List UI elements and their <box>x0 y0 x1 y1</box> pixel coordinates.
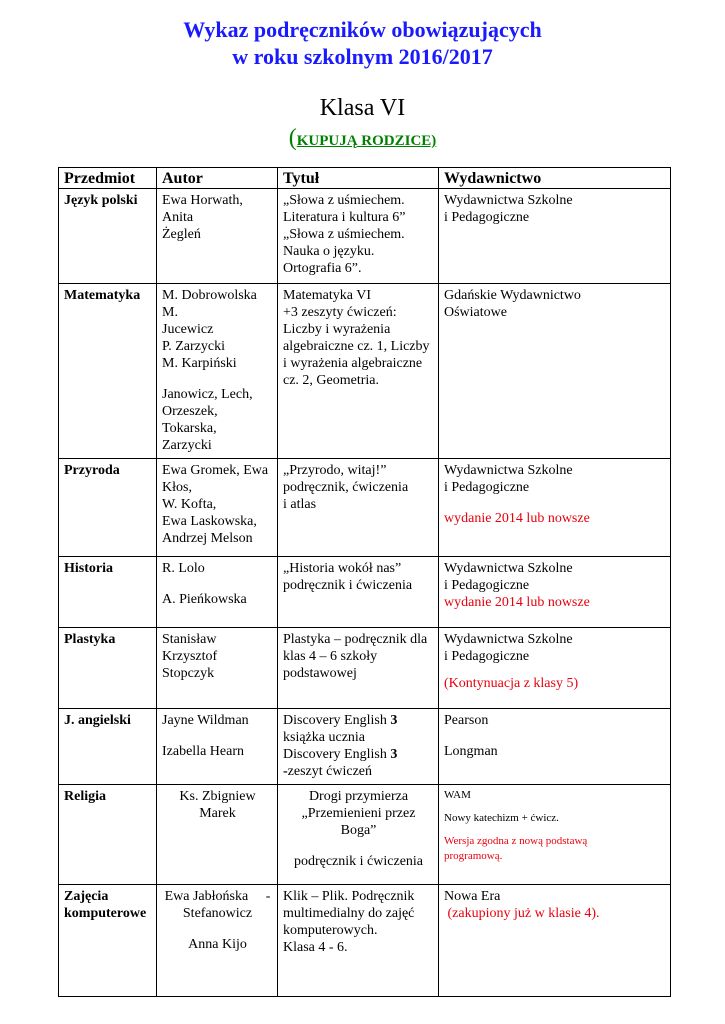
title-line: cz. 2, Geometria. <box>283 373 380 388</box>
subject-cell <box>59 885 157 997</box>
publisher-line: Pearson <box>444 713 489 728</box>
class-label: Klasa VI <box>319 95 406 121</box>
author-line: M. Karpiński <box>162 356 237 371</box>
title-line: „Słowa z uśmiechem. <box>283 193 405 208</box>
author-line: Jucewicz <box>162 322 214 337</box>
buyer-note-text: KUPUJĄ RODZICE) <box>296 133 437 149</box>
publisher-line: i Pedagogiczne <box>444 649 530 664</box>
title-line <box>283 746 434 763</box>
header-title: Tytuł <box>278 168 439 189</box>
publisher-line: i Pedagogiczne <box>444 480 530 495</box>
publisher-line: i Pedagogiczne <box>444 578 530 593</box>
title-line: Ortografia 6”. <box>283 261 362 276</box>
title-line: algebraiczne cz. 1, Liczby <box>283 339 430 354</box>
publisher-line: Wydawnictwa Szkolne <box>444 561 573 576</box>
publisher-cell <box>439 284 671 459</box>
title-line: „Przemienieni przez <box>301 806 416 821</box>
header-publisher: Wydawnictwo <box>439 168 671 189</box>
title-line: Drogi przymierza <box>308 789 409 804</box>
author-line: Ewa Gromek, Ewa <box>162 463 269 478</box>
subject-cell: J. angielski <box>59 709 157 785</box>
subject-cell: Przyroda <box>59 459 157 557</box>
title-line: Literatura i kultura 6” <box>283 210 406 225</box>
title-line: Matematyka VI <box>283 288 371 303</box>
author-line: Ewa Laskowska, <box>162 514 257 529</box>
author-line: Orzeszek, Tokarska, <box>162 404 218 436</box>
title-text: Discovery English <box>283 747 391 762</box>
table-row <box>59 885 671 997</box>
author-line: Jayne Wildman <box>162 713 249 728</box>
title-line: podręcznik i ćwiczenia <box>293 854 424 869</box>
publisher-line: Wydawnictwa Szkolne <box>444 463 573 478</box>
author-cell <box>157 885 278 997</box>
title-line: i wyrażenia algebraiczne <box>283 356 423 371</box>
title-dash: - <box>283 764 288 779</box>
table-header-row <box>59 168 671 189</box>
author-line: P. Zarzycki <box>162 339 225 354</box>
author-cell <box>157 709 278 785</box>
title-volume: 3 <box>390 747 398 762</box>
title-line: Klik – Plik. Podręcznik <box>283 889 415 904</box>
table-row <box>59 284 671 459</box>
author-line: Stefanowicz <box>182 906 253 921</box>
publisher-cell <box>439 189 671 284</box>
subject-cell: Religia <box>59 785 157 885</box>
publisher-line: Wydawnictwa Szkolne <box>444 193 573 208</box>
subject-cell: Historia <box>59 557 157 628</box>
author-cell <box>157 189 278 284</box>
publisher-line: i Pedagogiczne <box>444 210 530 225</box>
author-cell <box>157 284 278 459</box>
author-line: Janowicz, Lech, <box>162 387 253 402</box>
title-line: książka ucznia <box>283 730 366 745</box>
subject-line: komputerowe <box>64 906 147 921</box>
title-cell <box>278 785 439 885</box>
author-line: Andrzej Melson <box>162 531 253 546</box>
curriculum-note: Wersja zgodna z nową podstawą <box>444 835 588 847</box>
title-line: Boga” <box>340 823 377 838</box>
title-cell <box>278 459 439 557</box>
title-line: Liczby i wyrażenia <box>283 322 391 337</box>
title-cell <box>278 709 439 785</box>
title-line: klas 4 – 6 szkoły <box>283 649 378 664</box>
author-line: R. Lolo <box>162 561 205 576</box>
publisher-line: Longman <box>444 744 498 759</box>
table-row <box>59 628 671 709</box>
publisher-cell <box>439 885 671 997</box>
textbook-table <box>58 167 671 997</box>
subject-cell: Język polski <box>59 189 157 284</box>
title-line: Nauka o języku. <box>283 244 375 259</box>
table-row <box>59 459 671 557</box>
subject-cell: Plastyka <box>59 628 157 709</box>
author-cell <box>157 628 278 709</box>
title-cell <box>278 557 439 628</box>
publisher-line: Oświatowe <box>444 305 507 320</box>
title-line: +3 zeszyty ćwiczeń: <box>283 305 397 320</box>
title-line: „Historia wokół nas” <box>283 561 402 576</box>
publisher-cell <box>439 557 671 628</box>
document-title <box>0 16 725 70</box>
publisher-cell <box>439 785 671 885</box>
title-line: i atlas <box>283 497 317 512</box>
title-line: „Przyrodo, witaj!” <box>283 463 387 478</box>
title-line: Klasa 4 - 6. <box>283 940 348 955</box>
table-row <box>59 557 671 628</box>
title-line: podręcznik i ćwiczenia <box>283 578 413 593</box>
purchase-note: (zakupiony już w klasie 4). <box>444 906 600 921</box>
author-line: W. Kofta, <box>162 497 217 512</box>
author-line: Ewa Jabłońska - <box>164 889 271 904</box>
header-author: Autor <box>157 168 278 189</box>
title-cell <box>278 284 439 459</box>
title-line: podręcznik, ćwiczenia <box>283 480 409 495</box>
publisher-cell <box>439 459 671 557</box>
header-subject: Przedmiot <box>59 168 157 189</box>
table-row <box>59 709 671 785</box>
publisher-line: Wydawnictwa Szkolne <box>444 632 573 647</box>
title-line: multimedialny do zajęć <box>283 906 415 921</box>
author-line: Kłos, <box>162 480 192 495</box>
author-line: Żegleń <box>162 227 201 242</box>
author-line: Marek <box>199 806 236 821</box>
title-volume: 3 <box>390 713 398 728</box>
title-cell <box>278 189 439 284</box>
author-line: Stopczyk <box>162 666 215 681</box>
title-text: Discovery English <box>283 713 391 728</box>
author-line: Stanisław Krzysztof <box>162 632 218 664</box>
title-cell <box>278 885 439 997</box>
title-line <box>283 763 434 780</box>
author-cell <box>157 557 278 628</box>
title-line: Plastyka – podręcznik dla <box>283 632 428 647</box>
subject-cell: Matematyka <box>59 284 157 459</box>
edition-note: wydanie 2014 lub nowsze <box>444 511 590 526</box>
author-line: Ewa Horwath, Anita <box>162 193 243 225</box>
title-line-1: Wykaz podręczników obowiązujących <box>183 17 542 42</box>
curriculum-note: programową. <box>444 850 503 862</box>
title-line-2: w roku szkolnym 2016/2017 <box>232 44 493 69</box>
continuation-note: (Kontynuacja z klasy 5) <box>444 676 579 691</box>
publisher-line: Nowa Era <box>444 889 501 904</box>
publisher-cell <box>439 628 671 709</box>
title-line: podstawowej <box>283 666 357 681</box>
table-row <box>59 785 671 885</box>
subject-line: Zajęcia <box>64 889 109 904</box>
publisher-line: WAM <box>444 789 471 801</box>
author-line: Ks. Zbigniew <box>179 789 256 804</box>
author-line: Izabella Hearn <box>162 744 244 759</box>
author-line: A. Pieńkowska <box>162 592 247 607</box>
table-row <box>59 189 671 284</box>
author-line: Zarzycki <box>162 438 212 453</box>
publisher-line: Gdańskie Wydawnictwo <box>444 288 581 303</box>
title-line: „Słowa z uśmiechem. <box>283 227 405 242</box>
buyer-note-paren: ( <box>288 125 297 151</box>
author-cell <box>157 785 278 885</box>
edition-note: wydanie 2014 lub nowsze <box>444 595 590 610</box>
publisher-cell <box>439 709 671 785</box>
author-cell <box>157 459 278 557</box>
author-line: M. Dobrowolska M. <box>162 288 257 320</box>
title-line <box>283 712 434 729</box>
publisher-line: Nowy katechizm + ćwicz. <box>444 812 559 824</box>
title-cell <box>278 628 439 709</box>
title-text: zeszyt ćwiczeń <box>287 764 373 779</box>
title-line: komputerowych. <box>283 923 378 938</box>
author-line: Anna Kijo <box>188 937 247 952</box>
buyer-note <box>0 124 725 155</box>
